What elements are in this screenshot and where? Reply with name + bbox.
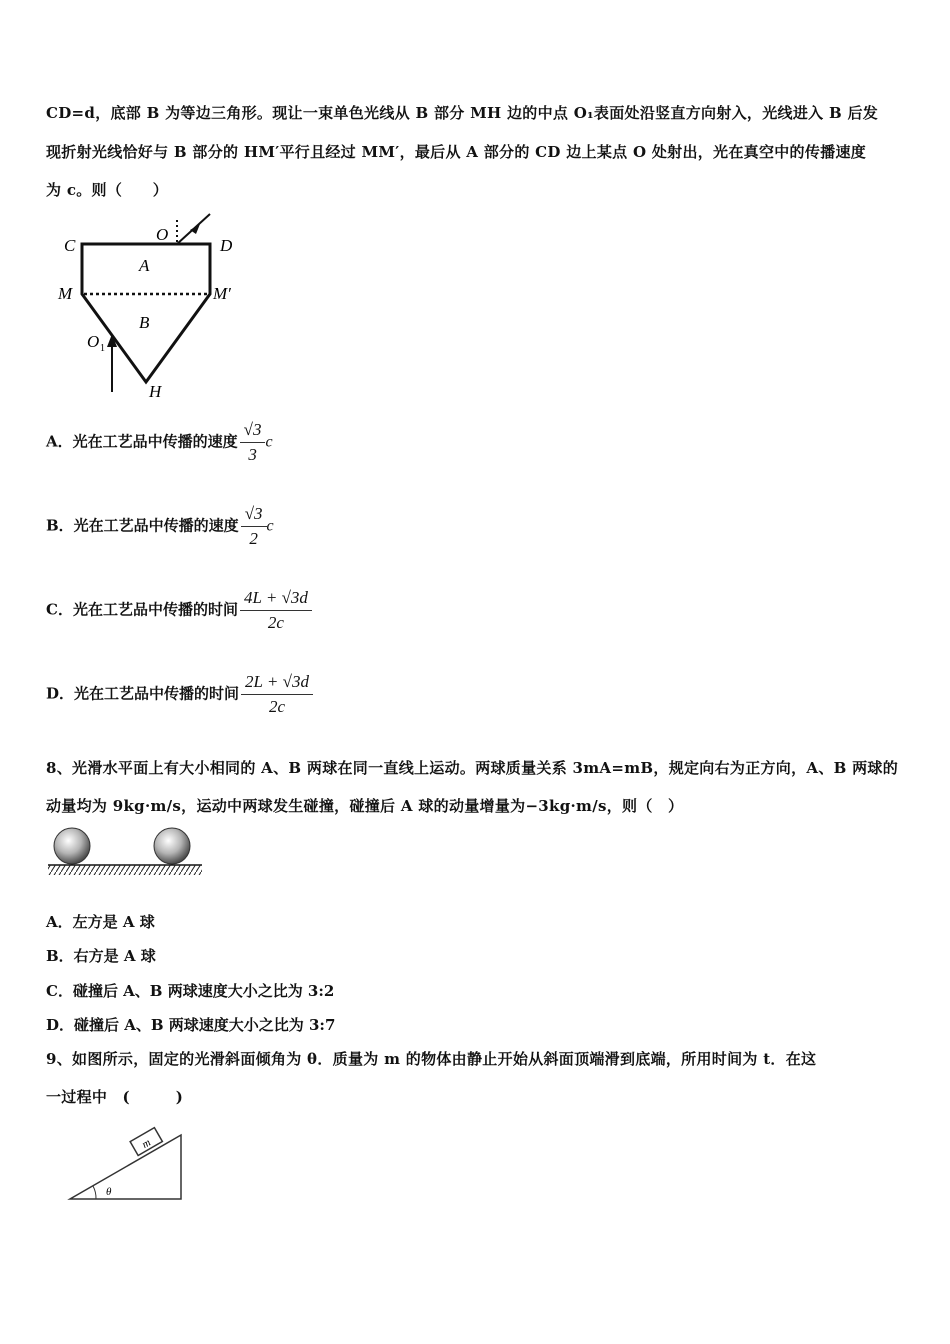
numerator: √3 xyxy=(240,420,266,443)
denominator: 2c xyxy=(267,613,284,632)
right-ball xyxy=(154,828,190,864)
fraction xyxy=(240,420,266,465)
label-M-prime: M′ xyxy=(213,284,231,303)
fraction xyxy=(241,672,313,717)
option-label: D．光在工艺品中传播的时间 xyxy=(46,684,240,703)
label-O1: O xyxy=(87,332,100,351)
q9-line-2: 一过程中 ( ) xyxy=(46,1088,184,1106)
q9-line-1: 9、如图所示，固定的光滑斜面倾角为 θ．质量为 m 的物体由静止开始从斜面顶端滑到底端，所用时间为 t．在这 xyxy=(46,1050,817,1068)
angle-label: θ xyxy=(106,1186,112,1198)
label-H: H xyxy=(149,382,162,401)
q8-option-b[interactable]: B．右方是 A 球 xyxy=(46,947,156,965)
option-label: B．光在工艺品中传播的速度 xyxy=(46,516,239,535)
label-A: A xyxy=(139,256,150,275)
label-C: C xyxy=(64,236,76,255)
denominator: 2c xyxy=(268,697,286,716)
q7-option-c[interactable] xyxy=(46,588,312,633)
q9-figure xyxy=(62,1120,192,1210)
numerator: 2L + √3d xyxy=(241,672,313,695)
label-B: B xyxy=(139,313,150,332)
q8-figure xyxy=(46,824,206,880)
left-ball xyxy=(54,828,90,864)
block-label: m xyxy=(139,1136,153,1151)
q7-option-d[interactable] xyxy=(46,672,313,717)
fraction xyxy=(240,588,312,633)
label-O: O xyxy=(156,225,169,244)
option-label: C．光在工艺品中传播的时间 xyxy=(46,600,238,619)
label-M: M xyxy=(58,284,73,303)
option-label: A．光在工艺品中传播的速度 xyxy=(46,432,238,451)
incline xyxy=(70,1135,181,1199)
variable: c xyxy=(265,433,273,451)
q7-line-2: 现折射光线恰好与 B 部分的 HM′平行且经过 MM′，最后从 A 部分的 CD 边上某点 O 处射出，光在真空中的传播速度 xyxy=(46,143,867,161)
q8-option-d[interactable]: D．碰撞后 A、B 两球速度大小之比为 3:7 xyxy=(46,1016,336,1034)
q7-figure xyxy=(50,210,250,405)
denominator: 3 xyxy=(248,445,257,464)
variable: c xyxy=(266,517,274,535)
q7-line-1: CD=d，底部 B 为等边三角形。现让一束单色光线从 B 部分 MH 边的中点 O₁表面处沿竖直方向射入，光线进入 B 后发 xyxy=(46,104,879,122)
q7-option-b[interactable] xyxy=(46,504,274,549)
q8-line-2: 动量均为 9kg·m/s，运动中两球发生碰撞，碰撞后 A 球的动量增量为−3kg·m/s，则（ ） xyxy=(46,797,684,815)
ground-hatch xyxy=(48,865,202,875)
label-O1-sub: 1 xyxy=(100,343,105,354)
denominator: 2 xyxy=(249,529,258,548)
fraction xyxy=(241,504,267,549)
numerator: 4L + √3d xyxy=(240,588,312,611)
q8-option-c[interactable]: C．碰撞后 A、B 两球速度大小之比为 3:2 xyxy=(46,982,335,1000)
exit-ray-arrow xyxy=(190,224,200,234)
numerator: √3 xyxy=(241,504,267,527)
label-D: D xyxy=(220,236,233,255)
q8-option-a[interactable]: A．左方是 A 球 xyxy=(46,913,155,931)
q7-line-3: 为 c。则（ ） xyxy=(46,181,169,199)
q7-option-a[interactable] xyxy=(46,420,273,465)
angle-arc xyxy=(93,1186,96,1199)
q8-line-1: 8、光滑水平面上有大小相同的 A、B 两球在同一直线上运动。两球质量关系 3mA=mB，规定向右为正方向，A、B 两球的 xyxy=(46,759,899,777)
